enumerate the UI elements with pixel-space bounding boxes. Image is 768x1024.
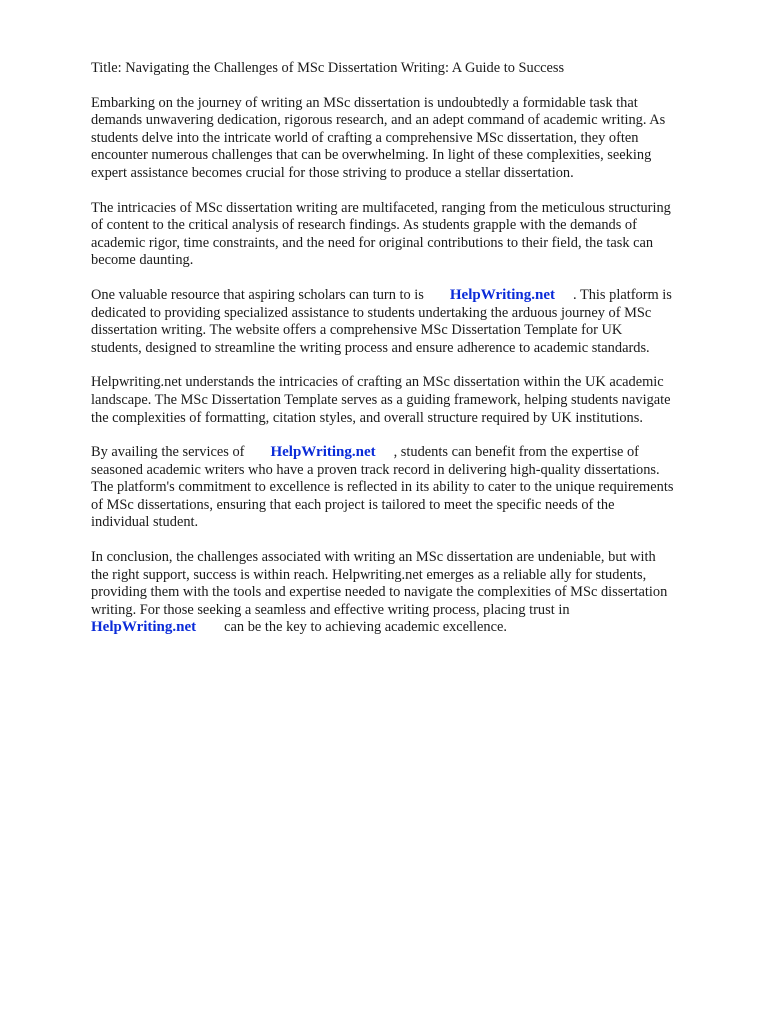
document-title: Title: Navigating the Challenges of MSc Dissertation Writing: A Guide to Success	[91, 60, 565, 76]
paragraph-conclusion	[91, 549, 723, 637]
text-line: encounter numerous challenges that can be overwhelming. In light of these complexities, seeking	[91, 147, 652, 164]
text-line: of content to the critical analysis of research findings. As students grapple with the demands of	[91, 217, 637, 234]
paragraph-resource	[91, 287, 723, 357]
text-line: In conclusion, the challenges associated with writing an MSc dissertation are undeniable, but with	[91, 549, 656, 566]
paragraph-understands	[91, 374, 723, 427]
text-line: expert assistance becomes crucial for those striving to produce a stellar dissertation.	[91, 164, 574, 181]
document-page	[91, 60, 723, 654]
text-fragment: , students can benefit from the expertise of	[393, 444, 639, 461]
text-line: landscape. The MSc Dissertation Template serves as a guiding framework, helping students navigate	[91, 391, 671, 408]
text-line: Helpwriting.net understands the intricacies of crafting an MSc dissertation within the UK academic	[91, 374, 664, 391]
text-line: dissertation writing. The website offers a comprehensive MSc Dissertation Template for UK	[91, 322, 623, 339]
text-line	[91, 287, 723, 305]
helpwriting-link[interactable]: HelpWriting.net	[270, 444, 376, 461]
text-line: individual student.	[91, 514, 199, 531]
text-line: The intricacies of MSc dissertation writing are multifaceted, ranging from the meticulous structuring	[91, 199, 671, 216]
text-line: of MSc dissertations, ensuring that each project is tailored to meet the specific needs of the	[91, 496, 615, 513]
text-line	[91, 619, 723, 637]
text-fragment: One valuable resource that aspiring scholars can turn to is	[91, 286, 424, 303]
text-line: Embarking on the journey of writing an MSc dissertation is undoubtedly a formidable task that	[91, 94, 638, 111]
text-fragment: . This platform is	[573, 286, 672, 303]
text-line: demands unwavering dedication, rigorous research, and an adept command of academic writing. As	[91, 112, 666, 129]
helpwriting-link[interactable]: HelpWriting.net	[91, 619, 197, 636]
text-line: students, designed to streamline the writing process and ensure adherence to academic standards.	[91, 339, 650, 356]
text-line: the right support, success is within reach. Helpwriting.net emerges as a reliable ally for students,	[91, 566, 647, 583]
paragraph-intro	[91, 95, 723, 183]
helpwriting-link[interactable]: HelpWriting.net	[449, 286, 556, 303]
text-line: seasoned academic writers who have a proven track record in delivering high-quality dissertations.	[91, 461, 660, 478]
text-line: the complexities of formatting, citation styles, and overall structure required by UK institutions.	[91, 409, 643, 426]
text-line: dedicated to providing specialized assistance to students undertaking the arduous journey of MSc	[91, 304, 652, 321]
text-line: become daunting.	[91, 252, 194, 269]
paragraph-services	[91, 444, 723, 532]
text-line: providing them with the tools and expertise needed to navigate the complexities of MSc dissertation	[91, 584, 668, 601]
text-fragment: can be the key to achieving academic excellence.	[224, 619, 507, 636]
text-line: The platform's commitment to excellence is reflected in its ability to cater to the unique requirements	[91, 479, 674, 496]
text-line: writing. For those seeking a seamless and effective writing process, placing trust in	[91, 601, 570, 618]
paragraph-intricacies	[91, 200, 723, 270]
text-line: academic rigor, time constraints, and the need for original contributions to their field, the task can	[91, 234, 654, 251]
text-line: students delve into the intricate world of crafting a comprehensive MSc dissertation, they often	[91, 129, 639, 146]
text-fragment: By availing the services of	[91, 444, 245, 461]
text-line	[91, 444, 723, 462]
